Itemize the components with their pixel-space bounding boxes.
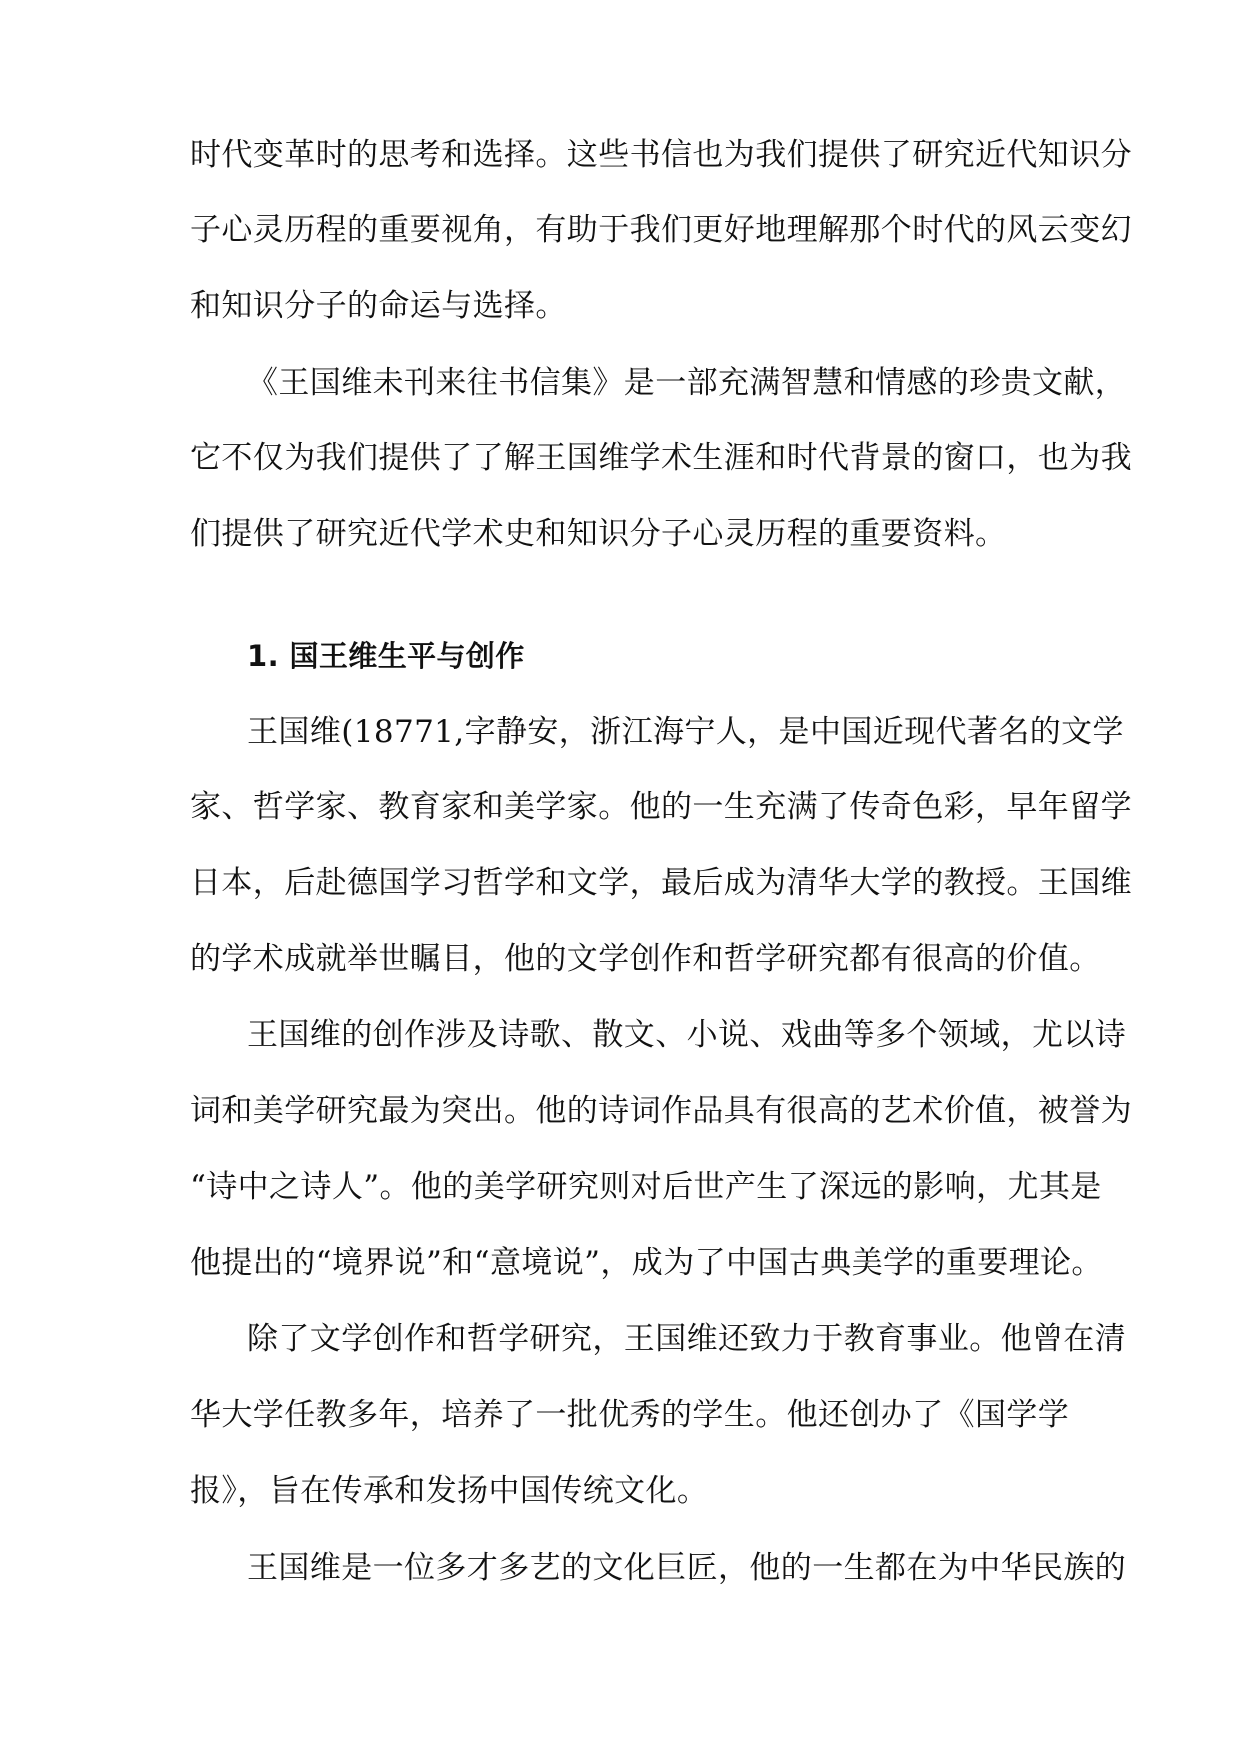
text-line: 们提供了研究近代学术史和知识分子心灵历程的重要资料。: [190, 516, 1007, 552]
text-line: 子心灵历程的重要视角，有助于我们更好地理解那个时代的风云变幻: [190, 212, 1132, 248]
text-line: 《王国维未刊来往书信集》是一部充满智慧和情感的珍贵文献，: [247, 365, 1127, 401]
text-line: 他提出的“境界说”和“意境说”，成为了中国古典美学的重要理论。: [190, 1245, 1103, 1281]
text-line: 华大学任教多年，培养了一批优秀的学生。他还创办了《国学学: [190, 1397, 1070, 1433]
text-line: 王国维(18771,字静安，浙江海宁人，是中国近现代著名的文学: [247, 714, 1124, 750]
text-line: 除了文学创作和哲学研究，王国维还致力于教育事业。他曾在清: [247, 1321, 1127, 1357]
text-line: 词和美学研究最为突出。他的诗词作品具有很高的艺术价值，被誉为: [190, 1093, 1132, 1129]
section-heading: 1. 国王维生平与创作: [247, 639, 525, 673]
text-line: 家、哲学家、教育家和美学家。他的一生充满了传奇色彩，早年留学: [190, 789, 1132, 825]
text-line: “诗中之诗人”。他的美学研究则对后世产生了深远的影响，尤其是: [190, 1169, 1102, 1205]
text-line: 王国维是一位多才多艺的文化巨匠，他的一生都在为中华民族的: [247, 1550, 1127, 1586]
text-line: 王国维的创作涉及诗歌、散文、小说、戏曲等多个领域，尤以诗: [247, 1017, 1127, 1053]
text-line: 日本，后赴德国学习哲学和文学，最后成为清华大学的教授。王国维: [190, 865, 1132, 901]
text-line: 时代变革时的思考和选择。这些书信也为我们提供了研究近代知识分: [190, 137, 1132, 173]
text-line: 的学术成就举世瞩目，他的文学创作和哲学研究都有很高的价值。: [190, 941, 1101, 977]
text-line: 和知识分子的命运与选择。: [190, 288, 567, 324]
text-line: 它不仅为我们提供了了解王国维学术生涯和时代背景的窗口，也为我: [190, 440, 1132, 476]
text-line: 报》，旨在传承和发扬中国传统文化。: [190, 1473, 709, 1509]
